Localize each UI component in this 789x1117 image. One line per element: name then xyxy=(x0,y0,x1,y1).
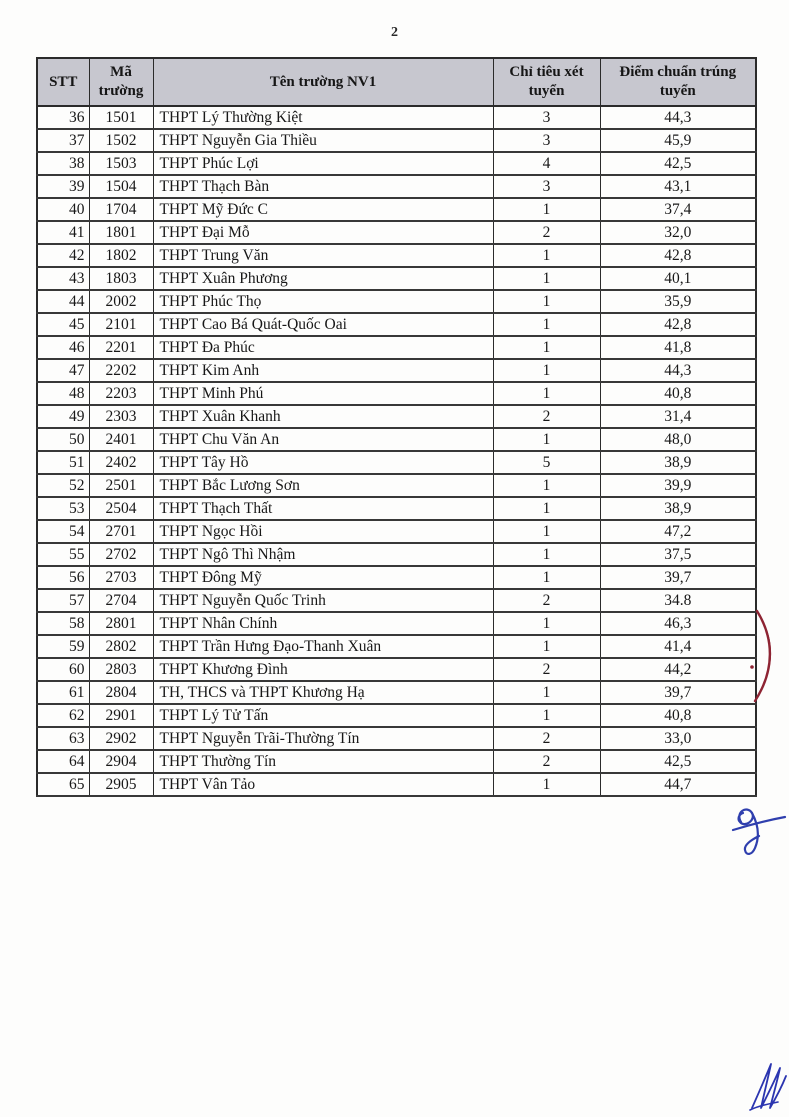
row-name: THPT Nguyễn Gia Thiều xyxy=(153,129,493,152)
row-quota: 2 xyxy=(493,405,600,428)
table-row xyxy=(37,336,756,359)
row-quota: 1 xyxy=(493,773,600,796)
row-stt: 43 xyxy=(37,267,89,290)
row-quota: 1 xyxy=(493,612,600,635)
row-code: 2905 xyxy=(89,773,153,796)
table-row xyxy=(37,474,756,497)
row-quota: 3 xyxy=(493,106,600,129)
row-name: THPT Đông Mỹ xyxy=(153,566,493,589)
header-stt: STT xyxy=(37,58,89,106)
row-code: 2803 xyxy=(89,658,153,681)
row-name: THPT Thạch Bàn xyxy=(153,175,493,198)
table-row xyxy=(37,727,756,750)
blue-pen-initials-mark xyxy=(727,800,789,862)
row-quota: 1 xyxy=(493,635,600,658)
row-name: THPT Nguyễn Quốc Trinh xyxy=(153,589,493,612)
row-stt: 36 xyxy=(37,106,89,129)
row-quota: 4 xyxy=(493,152,600,175)
row-score: 33,0 xyxy=(600,727,756,750)
row-quota: 1 xyxy=(493,336,600,359)
row-name: THPT Đại Mỗ xyxy=(153,221,493,244)
row-name: THPT Chu Văn An xyxy=(153,428,493,451)
row-stt: 57 xyxy=(37,589,89,612)
row-quota: 1 xyxy=(493,497,600,520)
admission-score-table xyxy=(36,57,757,797)
row-stt: 46 xyxy=(37,336,89,359)
table-row xyxy=(37,497,756,520)
row-quota: 1 xyxy=(493,359,600,382)
row-score: 39,7 xyxy=(600,566,756,589)
row-stt: 52 xyxy=(37,474,89,497)
row-name: THPT Trần Hưng Đạo-Thanh Xuân xyxy=(153,635,493,658)
row-code: 1802 xyxy=(89,244,153,267)
row-stt: 65 xyxy=(37,773,89,796)
row-score: 35,9 xyxy=(600,290,756,313)
row-quota: 2 xyxy=(493,727,600,750)
row-quota: 3 xyxy=(493,129,600,152)
row-stt: 50 xyxy=(37,428,89,451)
row-quota: 1 xyxy=(493,566,600,589)
table-row xyxy=(37,382,756,405)
row-code: 2703 xyxy=(89,566,153,589)
header-name: Tên trường NV1 xyxy=(153,58,493,106)
row-name: THPT Ngọc Hồi xyxy=(153,520,493,543)
row-name: THPT Cao Bá Quát-Quốc Oai xyxy=(153,313,493,336)
row-score: 41,4 xyxy=(600,635,756,658)
table-row xyxy=(37,773,756,796)
header-score: Điểm chuẩn trúng tuyển xyxy=(600,58,756,106)
row-stt: 64 xyxy=(37,750,89,773)
row-code: 2101 xyxy=(89,313,153,336)
row-code: 2002 xyxy=(89,290,153,313)
row-quota: 2 xyxy=(493,750,600,773)
row-stt: 53 xyxy=(37,497,89,520)
table-row xyxy=(37,129,756,152)
row-code: 2804 xyxy=(89,681,153,704)
row-score: 46,3 xyxy=(600,612,756,635)
row-stt: 45 xyxy=(37,313,89,336)
table-row xyxy=(37,244,756,267)
row-name: THPT Minh Phú xyxy=(153,382,493,405)
row-quota: 1 xyxy=(493,704,600,727)
row-stt: 59 xyxy=(37,635,89,658)
row-stt: 48 xyxy=(37,382,89,405)
row-score: 41,8 xyxy=(600,336,756,359)
row-code: 2401 xyxy=(89,428,153,451)
row-name: THPT Tây Hồ xyxy=(153,451,493,474)
row-score: 39,7 xyxy=(600,681,756,704)
row-score: 40,8 xyxy=(600,382,756,405)
row-quota: 1 xyxy=(493,244,600,267)
row-code: 2303 xyxy=(89,405,153,428)
row-name: TH, THCS và THPT Khương Hạ xyxy=(153,681,493,704)
row-code: 1503 xyxy=(89,152,153,175)
row-code: 2701 xyxy=(89,520,153,543)
row-name: THPT Kim Anh xyxy=(153,359,493,382)
row-score: 42,5 xyxy=(600,750,756,773)
row-quota: 1 xyxy=(493,474,600,497)
table-row xyxy=(37,267,756,290)
row-stt: 49 xyxy=(37,405,89,428)
row-stt: 60 xyxy=(37,658,89,681)
row-stt: 37 xyxy=(37,129,89,152)
table-row xyxy=(37,106,756,129)
row-code: 2501 xyxy=(89,474,153,497)
row-score: 48,0 xyxy=(600,428,756,451)
row-stt: 54 xyxy=(37,520,89,543)
row-name: THPT Vân Tảo xyxy=(153,773,493,796)
row-name: THPT Xuân Phương xyxy=(153,267,493,290)
row-score: 32,0 xyxy=(600,221,756,244)
row-code: 1504 xyxy=(89,175,153,198)
row-stt: 55 xyxy=(37,543,89,566)
table-row xyxy=(37,290,756,313)
table-row xyxy=(37,704,756,727)
row-score: 31,4 xyxy=(600,405,756,428)
table-row xyxy=(37,635,756,658)
row-stt: 41 xyxy=(37,221,89,244)
row-stt: 47 xyxy=(37,359,89,382)
row-code: 2802 xyxy=(89,635,153,658)
table-body xyxy=(37,106,756,796)
header-code: Mã trường xyxy=(89,58,153,106)
row-code: 1502 xyxy=(89,129,153,152)
table-row xyxy=(37,405,756,428)
row-name: THPT Mỹ Đức C xyxy=(153,198,493,221)
row-score: 39,9 xyxy=(600,474,756,497)
table-row xyxy=(37,566,756,589)
row-stt: 38 xyxy=(37,152,89,175)
row-name: THPT Khương Đình xyxy=(153,658,493,681)
row-code: 2801 xyxy=(89,612,153,635)
row-quota: 1 xyxy=(493,543,600,566)
row-name: THPT Thạch Thất xyxy=(153,497,493,520)
row-quota: 2 xyxy=(493,658,600,681)
row-score: 44,3 xyxy=(600,359,756,382)
table-row xyxy=(37,750,756,773)
row-code: 1801 xyxy=(89,221,153,244)
row-code: 2704 xyxy=(89,589,153,612)
row-code: 1501 xyxy=(89,106,153,129)
table-row xyxy=(37,612,756,635)
row-score: 38,9 xyxy=(600,497,756,520)
row-stt: 56 xyxy=(37,566,89,589)
row-name: THPT Nhân Chính xyxy=(153,612,493,635)
row-quota: 1 xyxy=(493,520,600,543)
row-name: THPT Đa Phúc xyxy=(153,336,493,359)
row-quota: 2 xyxy=(493,589,600,612)
row-quota: 1 xyxy=(493,198,600,221)
row-code: 1704 xyxy=(89,198,153,221)
row-quota: 5 xyxy=(493,451,600,474)
row-code: 2402 xyxy=(89,451,153,474)
row-code: 2902 xyxy=(89,727,153,750)
row-score: 40,1 xyxy=(600,267,756,290)
row-name: THPT Lý Tử Tấn xyxy=(153,704,493,727)
row-stt: 58 xyxy=(37,612,89,635)
row-name: THPT Thường Tín xyxy=(153,750,493,773)
table-row xyxy=(37,198,756,221)
row-stt: 39 xyxy=(37,175,89,198)
row-stt: 62 xyxy=(37,704,89,727)
row-score: 43,1 xyxy=(600,175,756,198)
row-code: 1803 xyxy=(89,267,153,290)
row-quota: 1 xyxy=(493,290,600,313)
row-quota: 1 xyxy=(493,428,600,451)
row-code: 2202 xyxy=(89,359,153,382)
row-stt: 44 xyxy=(37,290,89,313)
table-row xyxy=(37,451,756,474)
row-score: 37,5 xyxy=(600,543,756,566)
page-number: 2 xyxy=(391,25,398,40)
row-code: 2702 xyxy=(89,543,153,566)
table-row xyxy=(37,359,756,382)
row-code: 2901 xyxy=(89,704,153,727)
row-stt: 40 xyxy=(37,198,89,221)
table-row xyxy=(37,152,756,175)
row-stt: 61 xyxy=(37,681,89,704)
row-name: THPT Nguyễn Trãi-Thường Tín xyxy=(153,727,493,750)
table-row xyxy=(37,428,756,451)
blue-pen-scribble-mark xyxy=(744,1058,789,1114)
row-code: 2904 xyxy=(89,750,153,773)
row-score: 37,4 xyxy=(600,198,756,221)
row-quota: 1 xyxy=(493,313,600,336)
row-quota: 1 xyxy=(493,267,600,290)
row-name: THPT Ngô Thì Nhậm xyxy=(153,543,493,566)
header-quota: Chỉ tiêu xét tuyển xyxy=(493,58,600,106)
row-quota: 3 xyxy=(493,175,600,198)
row-code: 2203 xyxy=(89,382,153,405)
table-row xyxy=(37,658,756,681)
row-score: 44,7 xyxy=(600,773,756,796)
row-stt: 42 xyxy=(37,244,89,267)
row-name: THPT Xuân Khanh xyxy=(153,405,493,428)
table-row xyxy=(37,520,756,543)
row-score: 47,2 xyxy=(600,520,756,543)
table-row xyxy=(37,221,756,244)
row-score: 45,9 xyxy=(600,129,756,152)
table-row xyxy=(37,313,756,336)
row-stt: 51 xyxy=(37,451,89,474)
row-name: THPT Phúc Lợi xyxy=(153,152,493,175)
row-score: 44,2 xyxy=(600,658,756,681)
row-name: THPT Bắc Lương Sơn xyxy=(153,474,493,497)
row-score: 42,8 xyxy=(600,244,756,267)
row-name: THPT Phúc Thọ xyxy=(153,290,493,313)
table-row xyxy=(37,543,756,566)
row-quota: 1 xyxy=(493,681,600,704)
row-score: 34.8 xyxy=(600,589,756,612)
table-row xyxy=(37,175,756,198)
row-score: 42,8 xyxy=(600,313,756,336)
row-code: 2201 xyxy=(89,336,153,359)
row-score: 44,3 xyxy=(600,106,756,129)
table-row xyxy=(37,681,756,704)
table-header-row xyxy=(37,58,756,106)
row-name: THPT Lý Thường Kiệt xyxy=(153,106,493,129)
row-quota: 2 xyxy=(493,221,600,244)
row-code: 2504 xyxy=(89,497,153,520)
table-header xyxy=(37,58,756,106)
row-quota: 1 xyxy=(493,382,600,405)
table-row xyxy=(37,589,756,612)
row-score: 38,9 xyxy=(600,451,756,474)
row-name: THPT Trung Văn xyxy=(153,244,493,267)
row-score: 40,8 xyxy=(600,704,756,727)
row-stt: 63 xyxy=(37,727,89,750)
row-score: 42,5 xyxy=(600,152,756,175)
